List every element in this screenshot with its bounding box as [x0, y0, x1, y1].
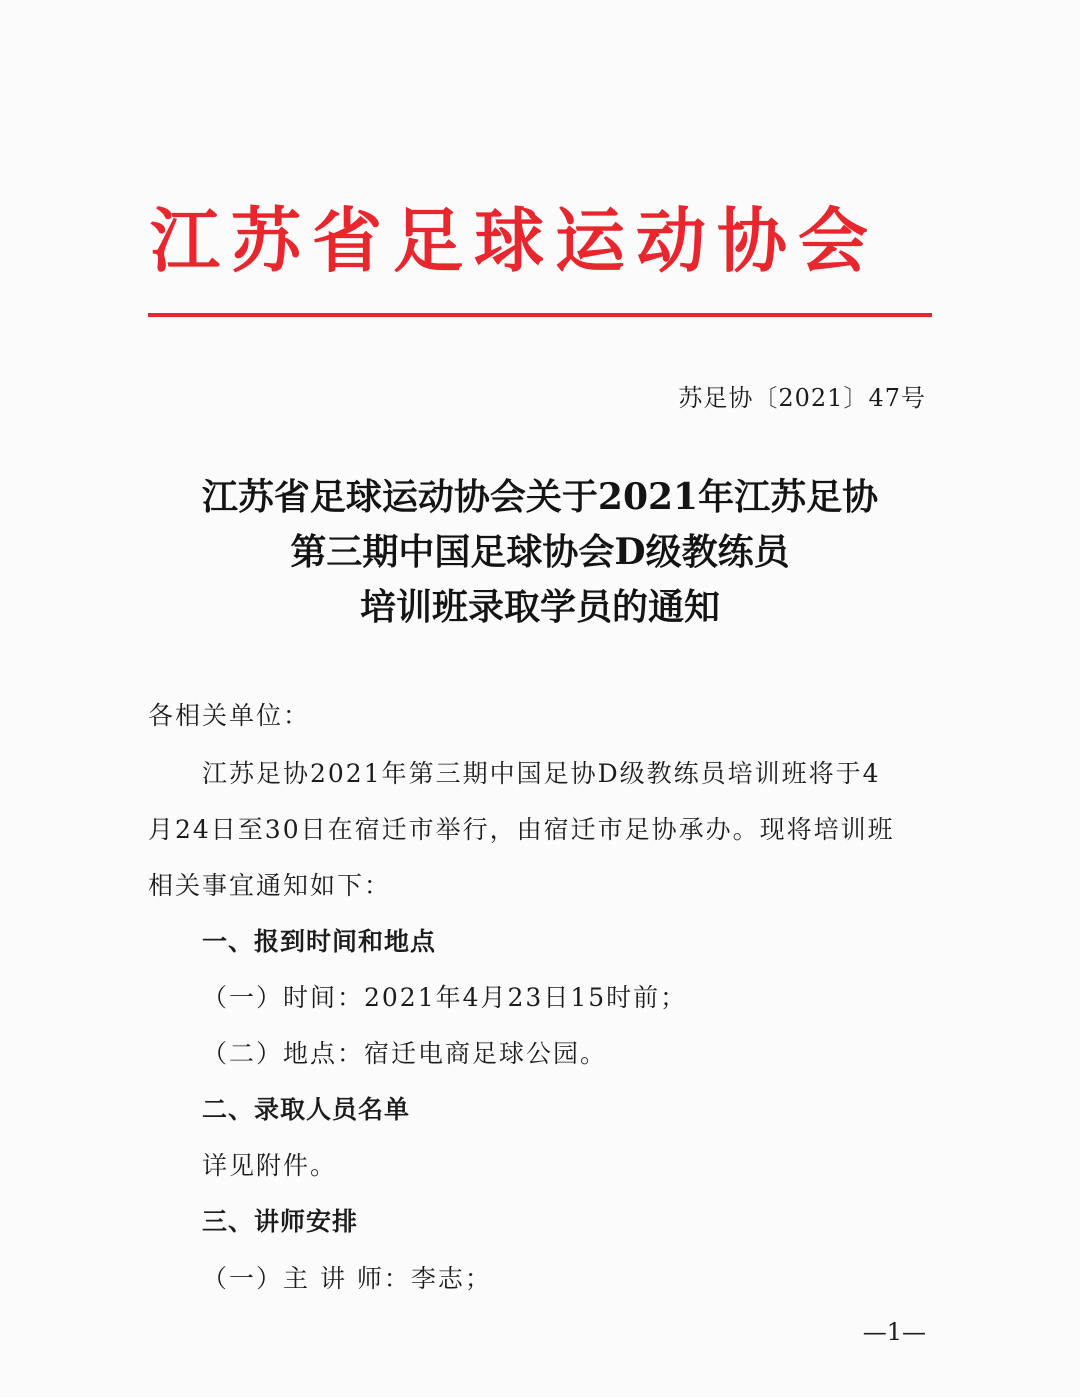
red-divider-line	[148, 313, 932, 317]
section-2-heading: 二、录取人员名单	[202, 1095, 411, 1124]
title-line-3: 培训班录取学员的通知	[359, 586, 720, 628]
section-1-heading: 一、报到时间和地点	[202, 927, 437, 956]
intro-paragraph-line-1: 江苏足协2021年第三期中国足协D级教练员培训班将于4	[202, 759, 881, 788]
document-title	[148, 470, 932, 635]
section-1-item-1: （一）时间：2021年4月23日15时前；	[202, 983, 688, 1012]
intro-paragraph-line-2: 月24日至30日在宿迁市举行，由宿迁市足协承办。现将培训班	[148, 815, 895, 844]
section-3-heading: 三、讲师安排	[202, 1207, 359, 1236]
document-number: 苏足协〔2021〕47号	[678, 384, 926, 412]
title-line-2: 第三期中国足球协会D级教练员	[290, 531, 790, 573]
title-line-1: 江苏省足球运动协会关于2021年江苏足协	[201, 476, 879, 518]
intro-paragraph-line-3: 相关事宜通知如下：	[148, 871, 392, 900]
page-number: —1—	[862, 1318, 926, 1346]
section-3-item-1: （一）主 讲 师：李志；	[202, 1264, 492, 1293]
salutation: 各相关单位：	[148, 701, 311, 730]
section-1-item-2: （二）地点：宿迁电商足球公园。	[202, 1039, 608, 1068]
section-2-text: 详见附件。	[202, 1151, 338, 1180]
organization-header: 江苏省足球运动协会	[150, 199, 879, 282]
